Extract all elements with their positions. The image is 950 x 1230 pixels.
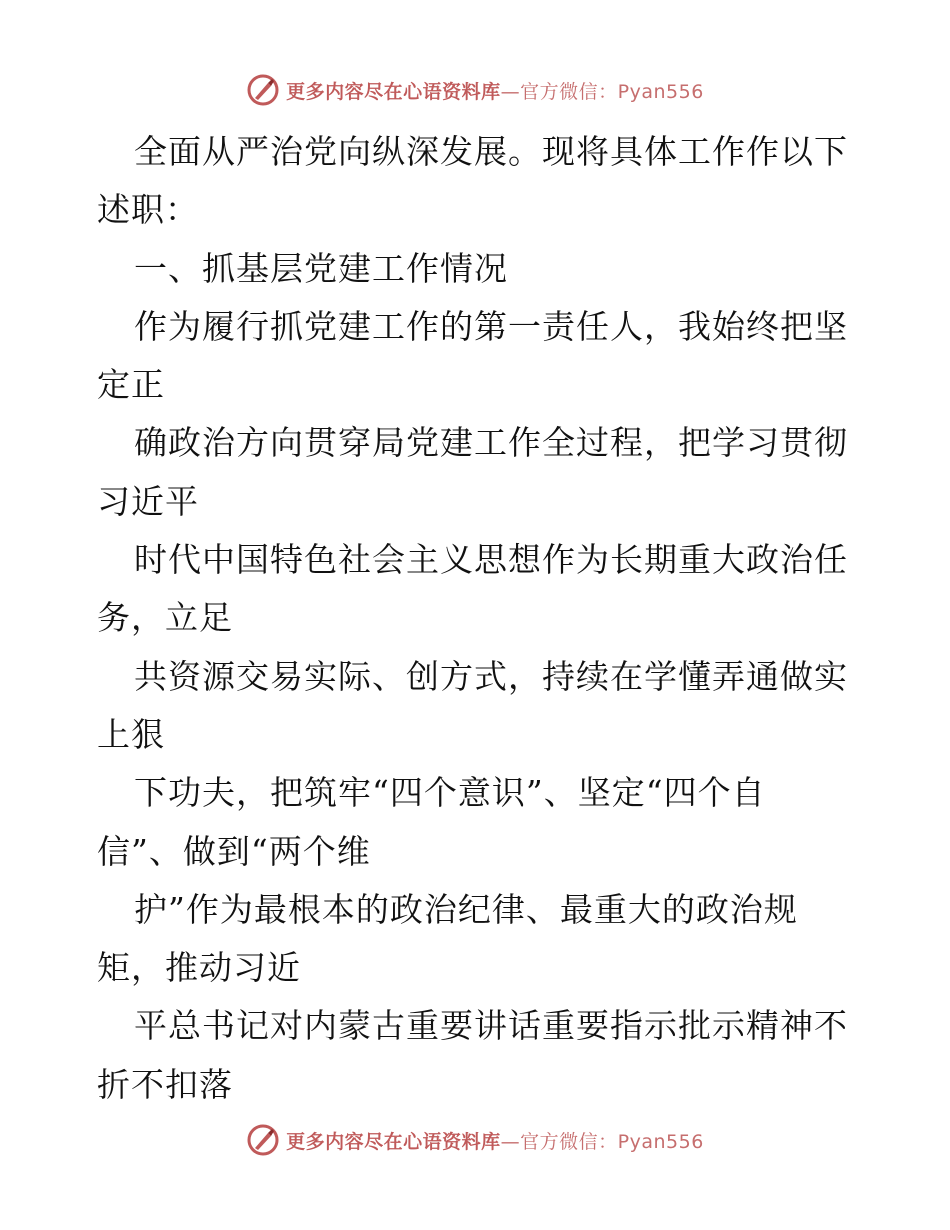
writing-brush-seal-icon — [246, 1123, 280, 1157]
text-line: 全面从严治党向纵深发展。现将具体工作作以下 — [134, 132, 848, 171]
text-line: 确政治方向贯穿局党建工作全过程，把学习贯彻 — [134, 423, 848, 463]
header-watermark — [0, 70, 950, 110]
text-line: 共资源交易实际、创方式，持续在学懂弄通做实 — [134, 656, 848, 696]
text-line: 矩，推动习近 — [97, 948, 301, 988]
text-line: 折不扣落 — [97, 1064, 233, 1104]
writing-brush-seal-icon — [246, 73, 280, 107]
text-line: 平总书记对内蒙古重要讲话重要指示批示精神不 — [134, 1006, 848, 1046]
text-line: 信”、做到“两个维 — [97, 831, 371, 871]
text-line: 护”作为最根本的政治纪律、最重大的政治规 — [134, 889, 798, 929]
text-line: 定正 — [97, 365, 165, 405]
text-line: 务，立足 — [97, 598, 233, 638]
watermark-text: 更多内容尽在心语资料库—官方微信：Pyan556 — [286, 80, 704, 103]
text-line: 述职： — [97, 190, 199, 230]
footer-watermark — [0, 1120, 950, 1160]
document-body — [97, 123, 857, 1114]
text-line: 作为履行抓党建工作的第一责任人，我始终把坚 — [134, 306, 848, 346]
text-line: 一、抓基层党建工作情况 — [134, 248, 508, 288]
text-line: 下功夫，把筑牢“四个意识”、坚定“四个自 — [134, 773, 766, 813]
watermark-text: 更多内容尽在心语资料库—官方微信：Pyan556 — [286, 1130, 704, 1153]
text-line: 上狠 — [97, 714, 165, 754]
text-line: 时代中国特色社会主义思想作为长期重大政治任 — [134, 540, 848, 580]
text-line: 习近平 — [97, 481, 199, 521]
